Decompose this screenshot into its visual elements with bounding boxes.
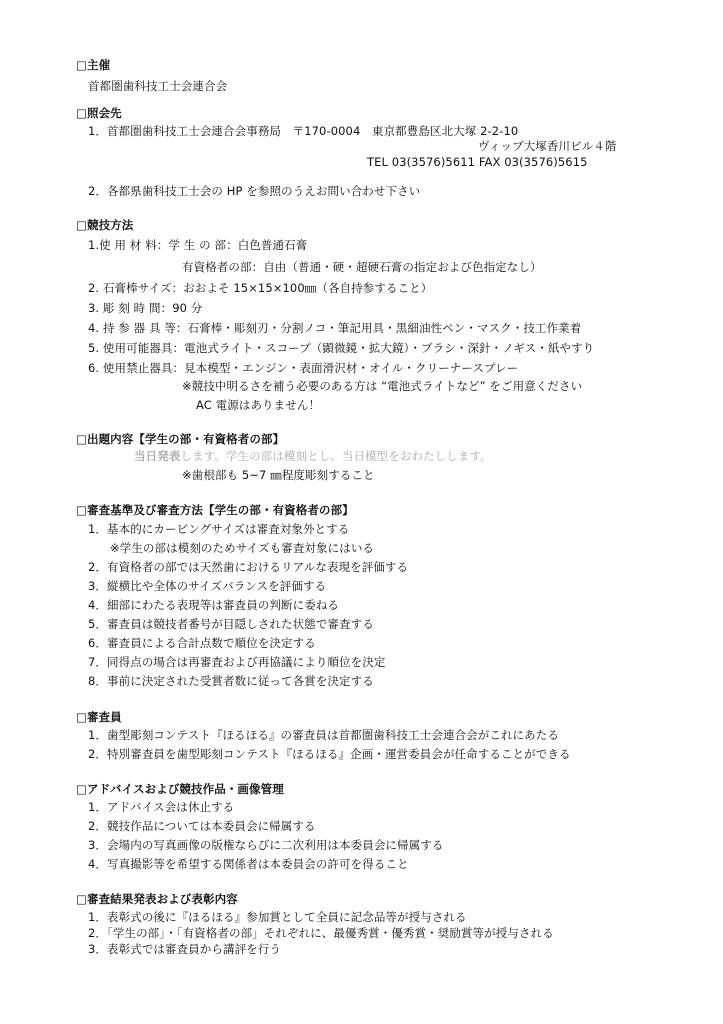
judges-item: 1．歯型彫刻コンテスト『ほるほる』の審査員は首都圏歯科技工士会連合会がこれにあたる [88,728,559,742]
section-heading-problem: □出題内容【学生の部・有資格者の部】 [76,432,285,446]
section-heading-results: □審査結果発表および表彰内容 [76,892,238,906]
inquiry-office-address: 1．首都圏歯科技工士会連合会事務局 〒170-0004 東京都豊島区北大塚 2-2-10 [88,124,519,138]
advice-item: 1．アドバイス会は休止する [88,800,235,814]
method-material-student: 1.使 用 材 料：学 生 の 部：白色普通石膏 [88,238,308,252]
section-heading-method: □競技方法 [76,218,134,232]
problem-note-root: ※歯根部も 5~7 ㎜程度彫刻すること [182,468,375,482]
judging-item: 2．有資格者の部では天然歯におけるリアルな表現を評価する [88,560,409,574]
problem-announce-rest: します。学生の部は模刻とし、当日模型をおわたしします。 [180,449,492,463]
results-item: 2．「学生の部」・「有資格者の部」それぞれに、最優秀賞・優秀賞・奨励賞等が授与される [88,926,554,940]
results-item: 1．表彰式の後に『ほるほる』参加賞として全員に記念品等が授与される [88,910,467,924]
judging-item: ※学生の部は模刻のためサイズも審査対象にはいる [110,541,375,555]
section-heading-organizer: □主催 [76,58,111,72]
method-time: 3. 彫 刻 時 間：90 分 [88,301,203,315]
judging-item: 3．縦横比や全体のサイズバランスを評価する [88,579,327,593]
section-heading-inquiry: □照会先 [76,106,122,120]
results-item: 3．表彰式では審査員から講評を行う [88,942,282,956]
method-stick-size: 2. 石膏棒サイズ：おおよそ 15×15×100㎜（各自持参すること） [88,281,433,295]
inquiry-building: ヴィップ大塚香川ビル４階 [478,139,617,153]
advice-item: 3．会場内の写真画像の版権ならびに二次利用は本委員会に帰属する [88,838,444,852]
advice-item: 2．競技作品については本委員会に帰属する [88,819,316,833]
method-allowed-tools: 5. 使用可能器具：電池式ライト・スコープ（顕微鏡・拡大鏡）・ブラシ・深針・ノギス・紙やすり [88,341,595,355]
judging-item: 6．審査員による合計点数で順位を決定する [88,636,316,650]
organizer-name: 首都圏歯科技工士会連合会 [88,79,228,93]
judges-item: 2．特別審査員を歯型彫刻コンテスト『ほるほる』企画・運営委員会が任命することができる [88,747,571,761]
section-heading-judging: □審査基準及び審査方法【学生の部・有資格者の部】 [76,503,354,517]
judging-item: 7．同得点の場合は再審査および再協議により順位を決定 [88,655,386,669]
method-note-ac: AC 電源はありません！ [196,398,321,412]
problem-announcement [134,451,492,463]
section-heading-advice: □アドバイスおよび競技作品・画像管理 [76,782,284,796]
method-prohibited-tools: 6. 使用禁止器具：見本模型・エンジン・表面滑沢材・オイル・クリーナースプレー [88,361,519,375]
judging-item: 8．事前に決定された受賞者数に従って各賞を決定する [88,674,374,688]
judging-item: 4．細部にわたる表現等は審査員の判断に委ねる [88,598,340,612]
method-material-qualified: 有資格者の部：自由（普通・硬・超硬石膏の指定および色指定なし） [182,260,542,274]
judging-item: 1．基本的にカービングサイズは審査対象外とする [88,522,350,536]
advice-item: 4．写真撮影等を希望する関係者は本委員会の許可を得ること [88,857,409,871]
method-items-to-bring: 4. 持 参 器 具 等：石膏棒・彫刻刃・分割ノコ・筆記用具・黒細油性ペン・マスク・技工作業着 [88,321,582,335]
inquiry-prefecture-associations: 2．各都県歯科技工士会の HP を参照のうえお問い合わせ下さい [88,184,421,198]
section-heading-judges: □審査員 [76,710,122,724]
method-note-light: ※競技中明るさを補う必要のある方は “電池式ライトなど” をご用意ください [182,379,583,393]
inquiry-phone: TEL 03(3576)5611 FAX 03(3576)5615 [367,155,588,169]
judging-item: 5．審査員は競技者番号が目隠しされた状態で審査する [88,617,374,631]
problem-announce-bold: 当日発表 [134,449,181,463]
